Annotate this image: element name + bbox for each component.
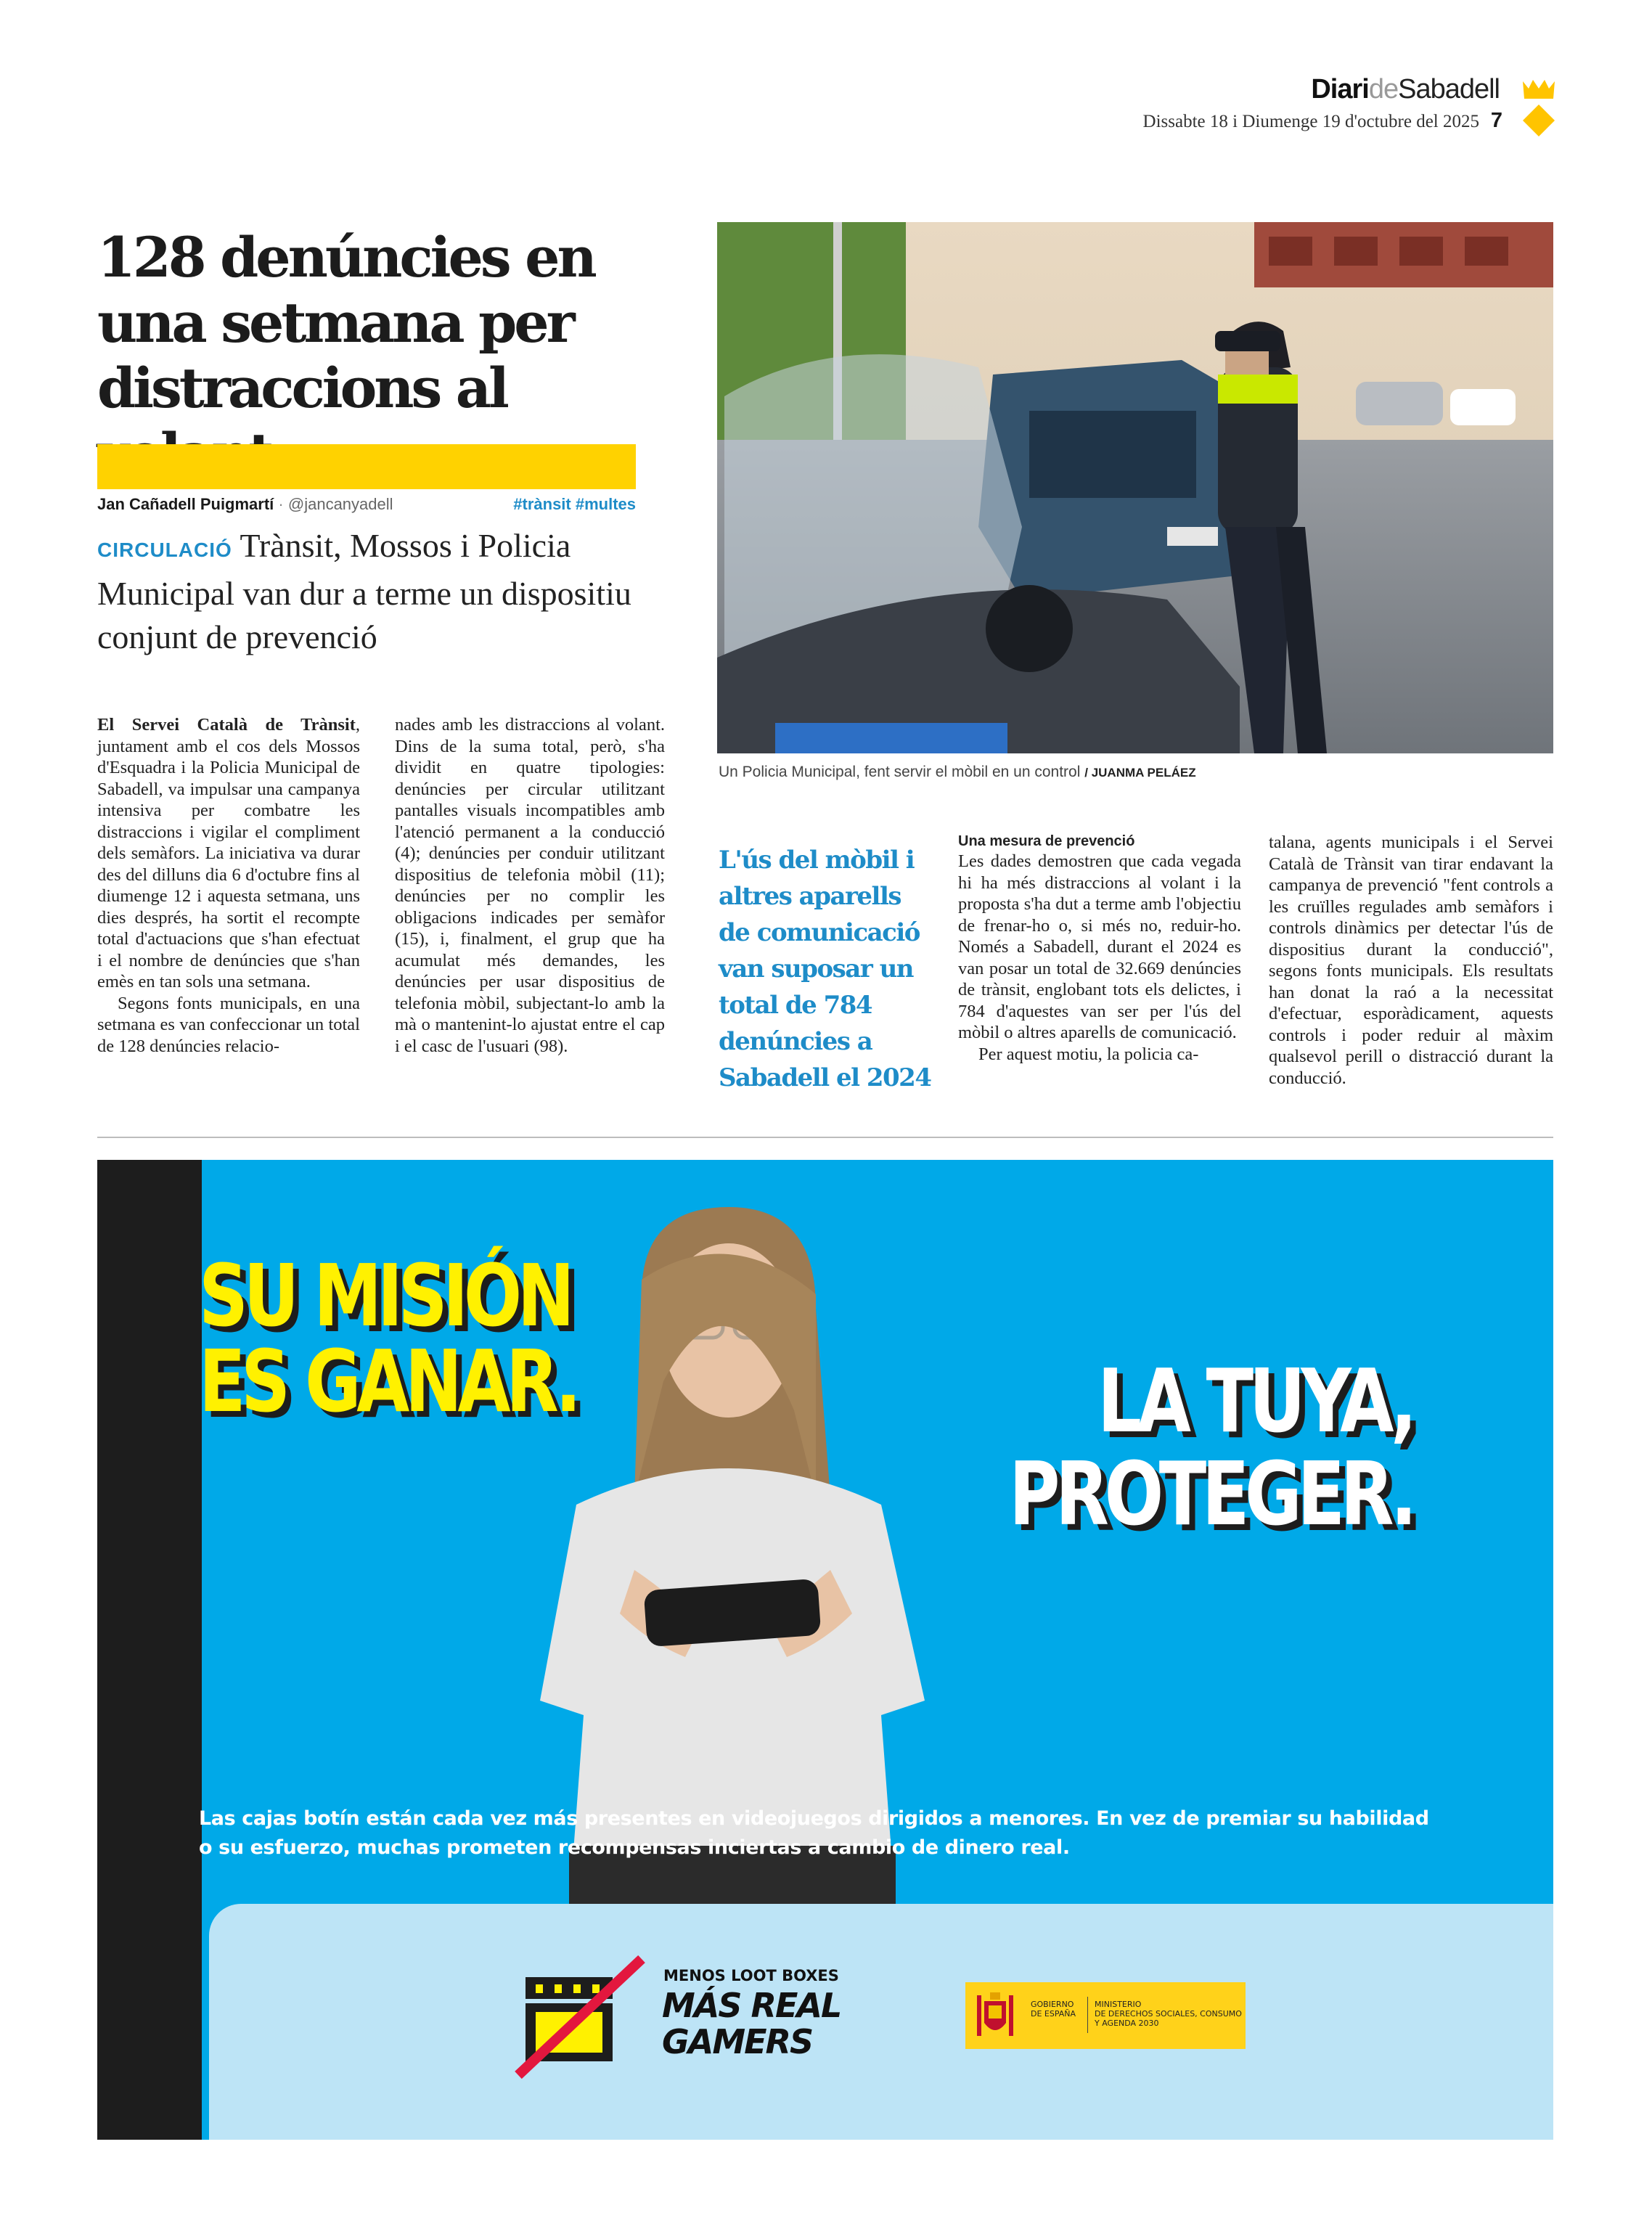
photo-credit: / JUANMA PELÁEZ [1084,766,1196,780]
article-intro-bold: El Servei Català de Trànsit [97,715,356,735]
ad-slogan-primary: SU MISIÓN ES GANAR. [199,1246,577,1431]
advertisement[interactable] [97,1160,1553,2140]
article-column-3: Una mesura de prevenció Les dades demostren que cada vegada hi ha més distraccions al volant i la proposta s'ha dut a terme amb l'objectiu de frenar-ho o, si més no, reduir-ho. Només a Sabadell, durant el 2024 es van posar un total de 32.669 denúncies de trànsit, englobant tots els delictes, i 784 d'aquestes van ser per l'ús del mòbil o altres aparells de comunicació. Per aquest motiu, la policia ca- [958,833,1241,1064]
article-subhead: CIRCULACIÓ Trànsit, Mossos i Policia Municipal van dur a terme un dispositiu conjunt de prevenció [97,527,631,655]
campaign-tagline-small: MENOS LOOT BOXES [663,1967,839,1984]
ministry-name: MINISTERIO DE DERECHOS SOCIALES, CONSUMO Y AGENDA 2030 [1095,2000,1242,2028]
article-column-2: nades amb les distraccions al volant. Dins de la suma total, però, s'ha dividit en quatre tipologies: denúncies per circular utilitzant pantalles visuals incompatibles amb l'atenció permanent a la conducció (4); denúncies per conduir utilitzant dispositius de telefonia mòbil (11); denúncies per no complir les obligacions indicades per semàfor (15), i, finalment, el grup que ha acumulat més demandes, les denúncies per usar dispositius de telefonia mòbil, subjectant-lo amb la mà o mantenint-lo ajustat entre el cap i el casc de l'usuari (98). [395,715,665,1056]
headline-accent-bar [97,444,636,489]
author-handle[interactable]: @jancanyadell [287,495,393,513]
crossed-loot-box-icon [511,1955,656,2079]
crown-logo-icon [1518,78,1559,138]
coat-of-arms-icon [974,1991,1016,2040]
police-photo [717,222,1553,753]
article-headline: 128 denúncies en una setmana per distraccions al [97,225,594,420]
section-divider [97,1137,1553,1138]
pull-quote: L'ús del mòbil i altres aparells de comunicació van suposar un total de 784 denúncies a Sabadell el 2024 [719,846,931,1092]
page-number: 7 [1490,109,1502,132]
ad-slogan-secondary: LA TUYA, PROTEGER. [1009,1351,1412,1545]
campaign-tagline-large: MÁS REAL GAMERS [662,1986,841,2061]
section-label: CIRCULACIÓ [97,539,232,561]
date-line: Dissabte 18 i Diumenge 19 d'octubre del 2025 [1142,112,1479,131]
byline: Jan Cañadell Puigmartí · @jancanyadell [97,495,393,513]
hashtags[interactable]: #trànsit #multes [513,495,636,513]
newspaper-brand: DiarideSabadell [1311,74,1500,105]
ad-body-text: Las cajas botín están cada vez más presentes en videojuegos dirigidos a menores. En vez de premiar su habilidad o su esfuerzo, muchas prometen recompensas inciertas a cambio de dinero real. [199,1807,1429,1859]
government-logo [965,1982,1246,2049]
ad-footer-panel [209,1904,1553,2140]
gov-name: GOBIERNO DE ESPAÑA [1031,2000,1076,2019]
article-column-1: El Servei Català de Trànsit, juntament amb el cos dels Mossos d'Esquadra i la Policia Municipal de Sabadell, va impulsar una campanya intensiva per combatre les distraccions i vigilar el compliment dels semàfors. La iniciativa va durar des del dilluns dia 6 d'octubre fins al diumenge 12 i aquesta setmana, uns dies després, ha sortit el recompte total d'actuacions que s'han efectuat i el nombre de denúncies que s'han emès en tan sols una setmana. Segons fonts municipals, en una setmana es van confeccionar un total de 128 denúncies relacio- [97,715,360,1056]
photo-caption: Un Policia Municipal, fent servir el mòbil en un control / JUANMA PELÁEZ [719,764,1196,780]
author-name: Jan Cañadell Puigmartí [97,495,274,513]
subsection-title: Una mesura de prevenció [958,833,1135,849]
article-column-4: talana, agents municipals i el Servei Català de Trànsit van tirar endavant la campanya de prevenció "fent controls a les cruïlles regulades amb semàfors i controls dinàmics per detectar l'ús de dispositius durant la conducció", segons fonts municipals. Els resultats han donat la raó a la necessitat d'efectuar, esporàdicament, aquests controls i poder reduir al màxim qualsevol perill o distracció durant la conducció. [1269,833,1553,1088]
gov-separator [1087,1997,1088,2033]
